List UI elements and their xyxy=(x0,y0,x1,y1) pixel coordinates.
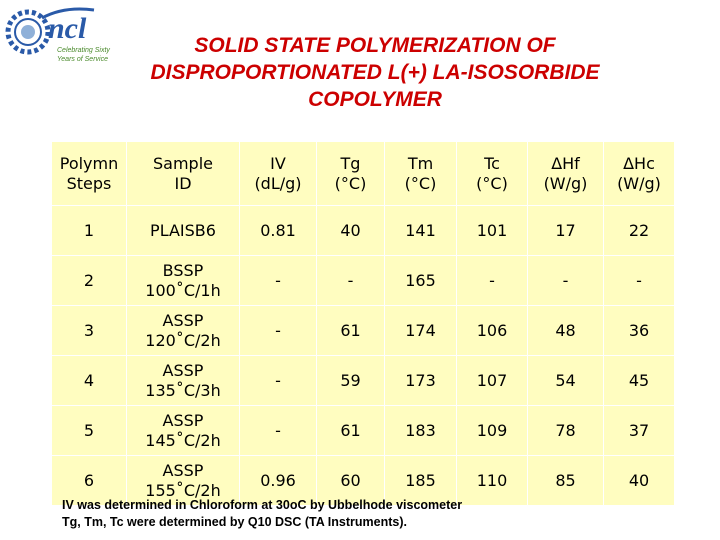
table-cell xyxy=(52,406,127,456)
table-cell xyxy=(240,356,317,406)
table-cell xyxy=(604,256,675,306)
cell-text: 54 xyxy=(555,370,576,390)
header-delta-hc: ΔHc (W/g) xyxy=(604,142,675,206)
cell-text: 3 xyxy=(83,320,95,340)
cell-text: ASSP xyxy=(162,410,204,430)
table-cell xyxy=(528,256,604,306)
logo-tagline-2: Years of Service xyxy=(57,56,108,63)
cell-text: 5 xyxy=(83,420,95,440)
table-cell xyxy=(457,206,528,256)
table-cell xyxy=(52,356,127,406)
header-tc: Tc (°C) xyxy=(457,142,528,206)
cell-text: 2 xyxy=(83,270,95,290)
cell-text: - xyxy=(275,270,281,290)
table-cell xyxy=(604,456,675,506)
cell-text: 120˚C/2h xyxy=(145,330,221,350)
cell-text: 135˚C/3h xyxy=(145,380,221,400)
table-row xyxy=(52,356,675,406)
table-row xyxy=(52,256,675,306)
table-cell xyxy=(317,206,385,256)
cell-text: 165 xyxy=(405,270,436,290)
cell-text: 61 xyxy=(340,320,361,340)
cell-text: ASSP xyxy=(162,310,204,330)
table-cell xyxy=(457,256,528,306)
header-polymn-steps: Polymn Steps xyxy=(52,142,127,206)
table-cell xyxy=(528,456,604,506)
table-cell xyxy=(528,356,604,406)
table-cell xyxy=(385,206,457,256)
cell-text: 0.96 xyxy=(260,470,296,490)
cell-text: 60 xyxy=(340,470,361,490)
cell-text: 1 xyxy=(83,220,95,240)
table-row xyxy=(52,206,675,256)
cell-text: - xyxy=(562,270,569,290)
slide-title xyxy=(95,32,655,113)
footnote-dsc: Tg, Tm, Tc were determined by Q10 DSC (TA Instruments). xyxy=(62,515,407,529)
cell-text: - xyxy=(275,320,281,340)
cell-text: ASSP xyxy=(162,360,204,380)
logo-text: ncl xyxy=(48,12,87,45)
cell-text: 185 xyxy=(405,470,436,490)
table-header-row xyxy=(52,142,675,206)
table-cell xyxy=(457,406,528,456)
table-cell xyxy=(604,306,675,356)
cell-text: 40 xyxy=(340,220,361,240)
table-row xyxy=(52,306,675,356)
cell-text: 22 xyxy=(628,220,650,240)
header-tg: Tg (°C) xyxy=(317,142,385,206)
table-cell xyxy=(240,206,317,256)
cell-text: 59 xyxy=(340,370,361,390)
header-iv: IV (dL/g) xyxy=(240,142,317,206)
table-cell xyxy=(317,256,385,306)
table-cell xyxy=(240,406,317,456)
table-cell xyxy=(457,356,528,406)
table-cell xyxy=(52,256,127,306)
table-cell xyxy=(127,356,240,406)
cell-text: 145˚C/2h xyxy=(145,430,221,450)
footnotes xyxy=(62,497,462,531)
title-line: SOLID STATE POLYMERIZATION OF xyxy=(194,34,556,57)
data-table xyxy=(51,141,675,506)
cell-text: 173 xyxy=(405,370,436,390)
table-cell xyxy=(604,356,675,406)
cell-text: 141 xyxy=(405,220,436,240)
table-cell xyxy=(528,206,604,256)
cell-text: 107 xyxy=(476,370,508,390)
table-cell xyxy=(385,256,457,306)
cell-text: 0.81 xyxy=(260,220,296,240)
cell-text: BSSP xyxy=(162,260,204,280)
logo-tagline-1: Celebrating Sixty xyxy=(57,47,110,54)
table-cell xyxy=(385,306,457,356)
cell-text: ASSP xyxy=(162,460,204,480)
table-cell xyxy=(317,406,385,456)
cell-text: - xyxy=(347,270,354,290)
table-cell xyxy=(127,406,240,456)
footnote-iv: IV was determined in Chloroform at 30oC by Ubbelhode viscometer xyxy=(62,498,463,512)
table-cell xyxy=(457,306,528,356)
cell-text: - xyxy=(489,270,495,290)
cell-text: 4 xyxy=(83,370,95,390)
cell-text: - xyxy=(636,270,642,290)
cell-text: 101 xyxy=(476,220,508,240)
cell-text: 110 xyxy=(476,470,508,490)
table-body xyxy=(52,206,675,506)
header-sample-id: Sample ID xyxy=(127,142,240,206)
cell-text: 78 xyxy=(555,420,576,440)
table-cell xyxy=(457,456,528,506)
cell-text: 100˚C/1h xyxy=(145,280,221,300)
cell-text: 174 xyxy=(405,320,436,340)
cell-text: 109 xyxy=(476,420,508,440)
header-tm: Tm (°C) xyxy=(385,142,457,206)
cell-text: - xyxy=(275,420,281,440)
table-cell xyxy=(528,306,604,356)
cell-text: 45 xyxy=(628,370,650,390)
cell-text: 61 xyxy=(340,420,361,440)
cell-text: 85 xyxy=(555,470,576,490)
table-cell xyxy=(604,406,675,456)
table-cell xyxy=(385,356,457,406)
cell-text: 36 xyxy=(628,320,650,340)
table-cell xyxy=(317,356,385,406)
cell-text: 106 xyxy=(476,320,508,340)
table-cell xyxy=(385,406,457,456)
table-cell xyxy=(52,306,127,356)
cell-text: 37 xyxy=(628,420,650,440)
table-cell xyxy=(604,206,675,256)
title-line: DISPROPORTIONATED L(+) LA-ISOSORBIDE xyxy=(150,61,600,84)
table-cell xyxy=(240,306,317,356)
table-cell xyxy=(528,406,604,456)
table-cell xyxy=(240,256,317,306)
table-row xyxy=(52,406,675,456)
table-cell xyxy=(127,256,240,306)
table-cell xyxy=(127,206,240,256)
cell-text: 48 xyxy=(555,320,576,340)
cell-text: 17 xyxy=(555,220,576,240)
table-cell xyxy=(127,306,240,356)
header-delta-hf: ΔHf (W/g) xyxy=(528,142,604,206)
cell-text: 6 xyxy=(83,470,95,490)
cell-text: 183 xyxy=(405,420,436,440)
table-cell xyxy=(52,206,127,256)
cell-text: - xyxy=(275,370,281,390)
cell-text: PLAISB6 xyxy=(150,220,216,240)
cell-text: 155˚C/2h xyxy=(145,480,221,500)
table-cell xyxy=(317,306,385,356)
title-line: COPOLYMER xyxy=(308,88,442,111)
cell-text: 40 xyxy=(628,470,650,490)
